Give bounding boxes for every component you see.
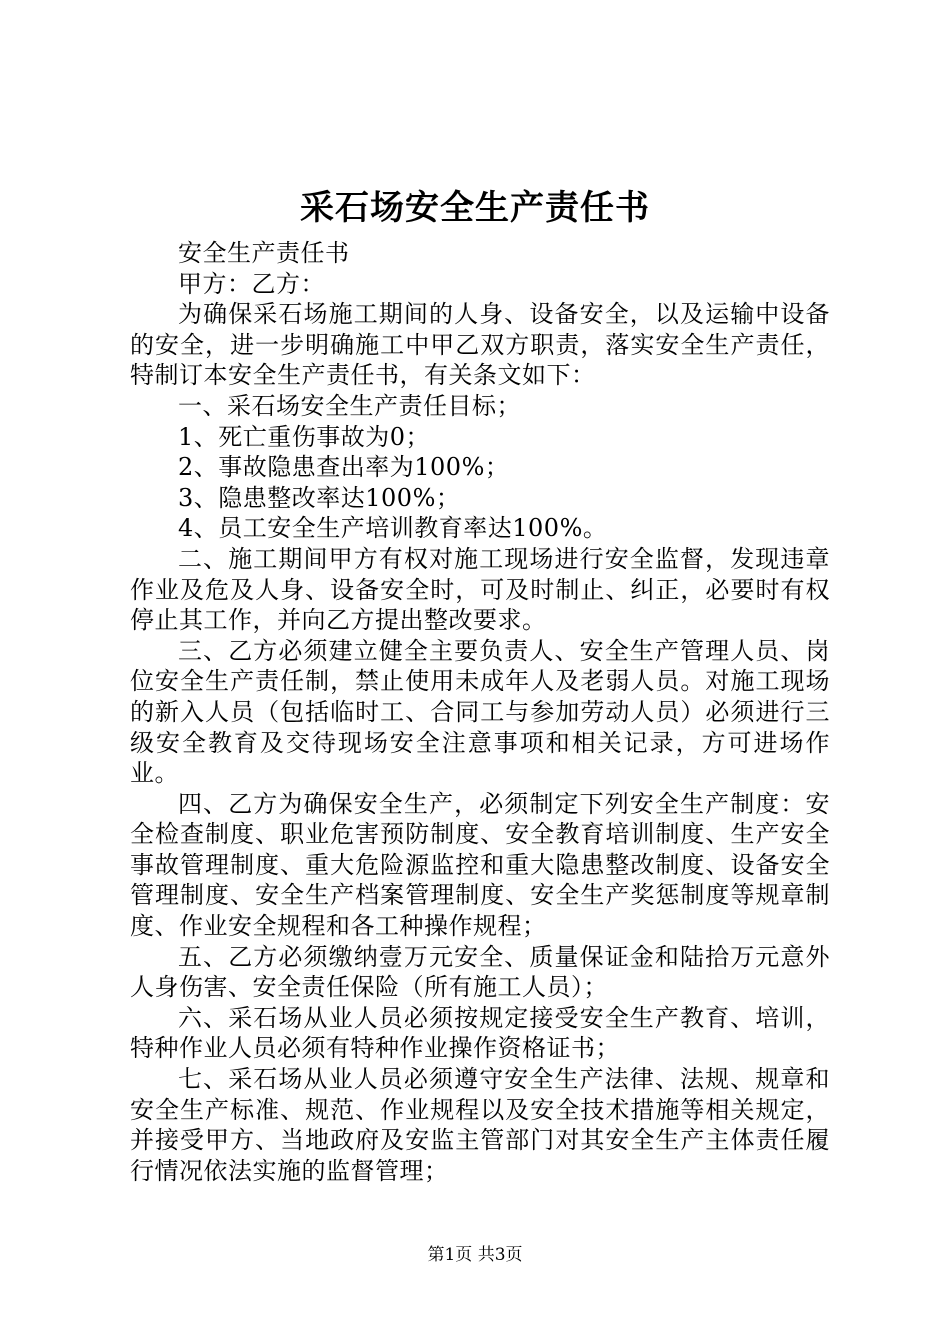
paragraph-clause-6: 六、采石场从业人员必须按规定接受安全生产教育、培训，特种作业人员必须有特种作业操作资格证书； — [130, 1003, 830, 1063]
paragraph-target-3: 3、隐患整改率达100%； — [178, 483, 461, 512]
paragraph-heading: 安全生产责任书 — [178, 239, 350, 267]
document-body — [130, 238, 830, 1186]
paragraph-clause-7: 七、采石场从业人员必须遵守安全生产法律、法规、规章和安全生产标准、规范、作业规程以及安全技术措施等相关规定，并接受甲方、当地政府及安监主管部门对其安全生产主体责任履行情况依法实施的监督管理； — [130, 1065, 830, 1185]
page-number: 第1页 共3页 — [427, 1245, 523, 1265]
document-title: 采石场安全生产责任书 — [300, 188, 650, 228]
paragraph-clause-5: 五、乙方必须缴纳壹万元安全、质量保证金和陆拾万元意外人身伤害、安全责任保险（所有施工人员）； — [130, 942, 830, 1002]
paragraph-target-4: 4、员工安全生产培训教育率达100%。 — [178, 514, 608, 543]
paragraph-intro: 为确保采石场施工期间的人身、设备安全，以及运输中设备的安全，进一步明确施工中甲乙双方职责，落实安全生产责任，特制订本安全生产责任书，有关条文如下： — [130, 300, 830, 390]
paragraph-clause-2: 二、施工期间甲方有权对施工现场进行安全监督，发现违章作业及危及人身、设备安全时，可及时制止、纠正，必要时有权停止其工作，并向乙方提出整改要求。 — [130, 544, 830, 635]
paragraph-target-2: 2、事故隐患查出率为100%； — [178, 453, 510, 482]
paragraph-parties: 甲方：乙方： — [178, 269, 325, 298]
paragraph-clause-4: 四、乙方为确保安全生产，必须制定下列安全生产制度：安全检查制度、职业危害预防制度、安全教育培训制度、生产安全事故管理制度、重大危险源监控和重大隐患整改制度、设备安全管理制度、安全生产档案管理制度、安全生产奖惩制度等规章制度、作业安全规程和各工种操作规程； — [130, 789, 830, 941]
paragraph-clause-1: 一、采石场安全生产责任目标； — [178, 391, 521, 420]
paragraph-target-1: 1、死亡重伤事故为0； — [178, 422, 431, 451]
paragraph-clause-3: 三、乙方必须建立健全主要负责人、安全生产管理人员、岗位安全生产责任制，禁止使用未成年人及老弱人员。对施工现场的新入人员（包括临时工、合同工与参加劳动人员）必须进行三级安全教育及交待现场安全注意事项和相关记录，方可进场作业。 — [130, 636, 830, 788]
